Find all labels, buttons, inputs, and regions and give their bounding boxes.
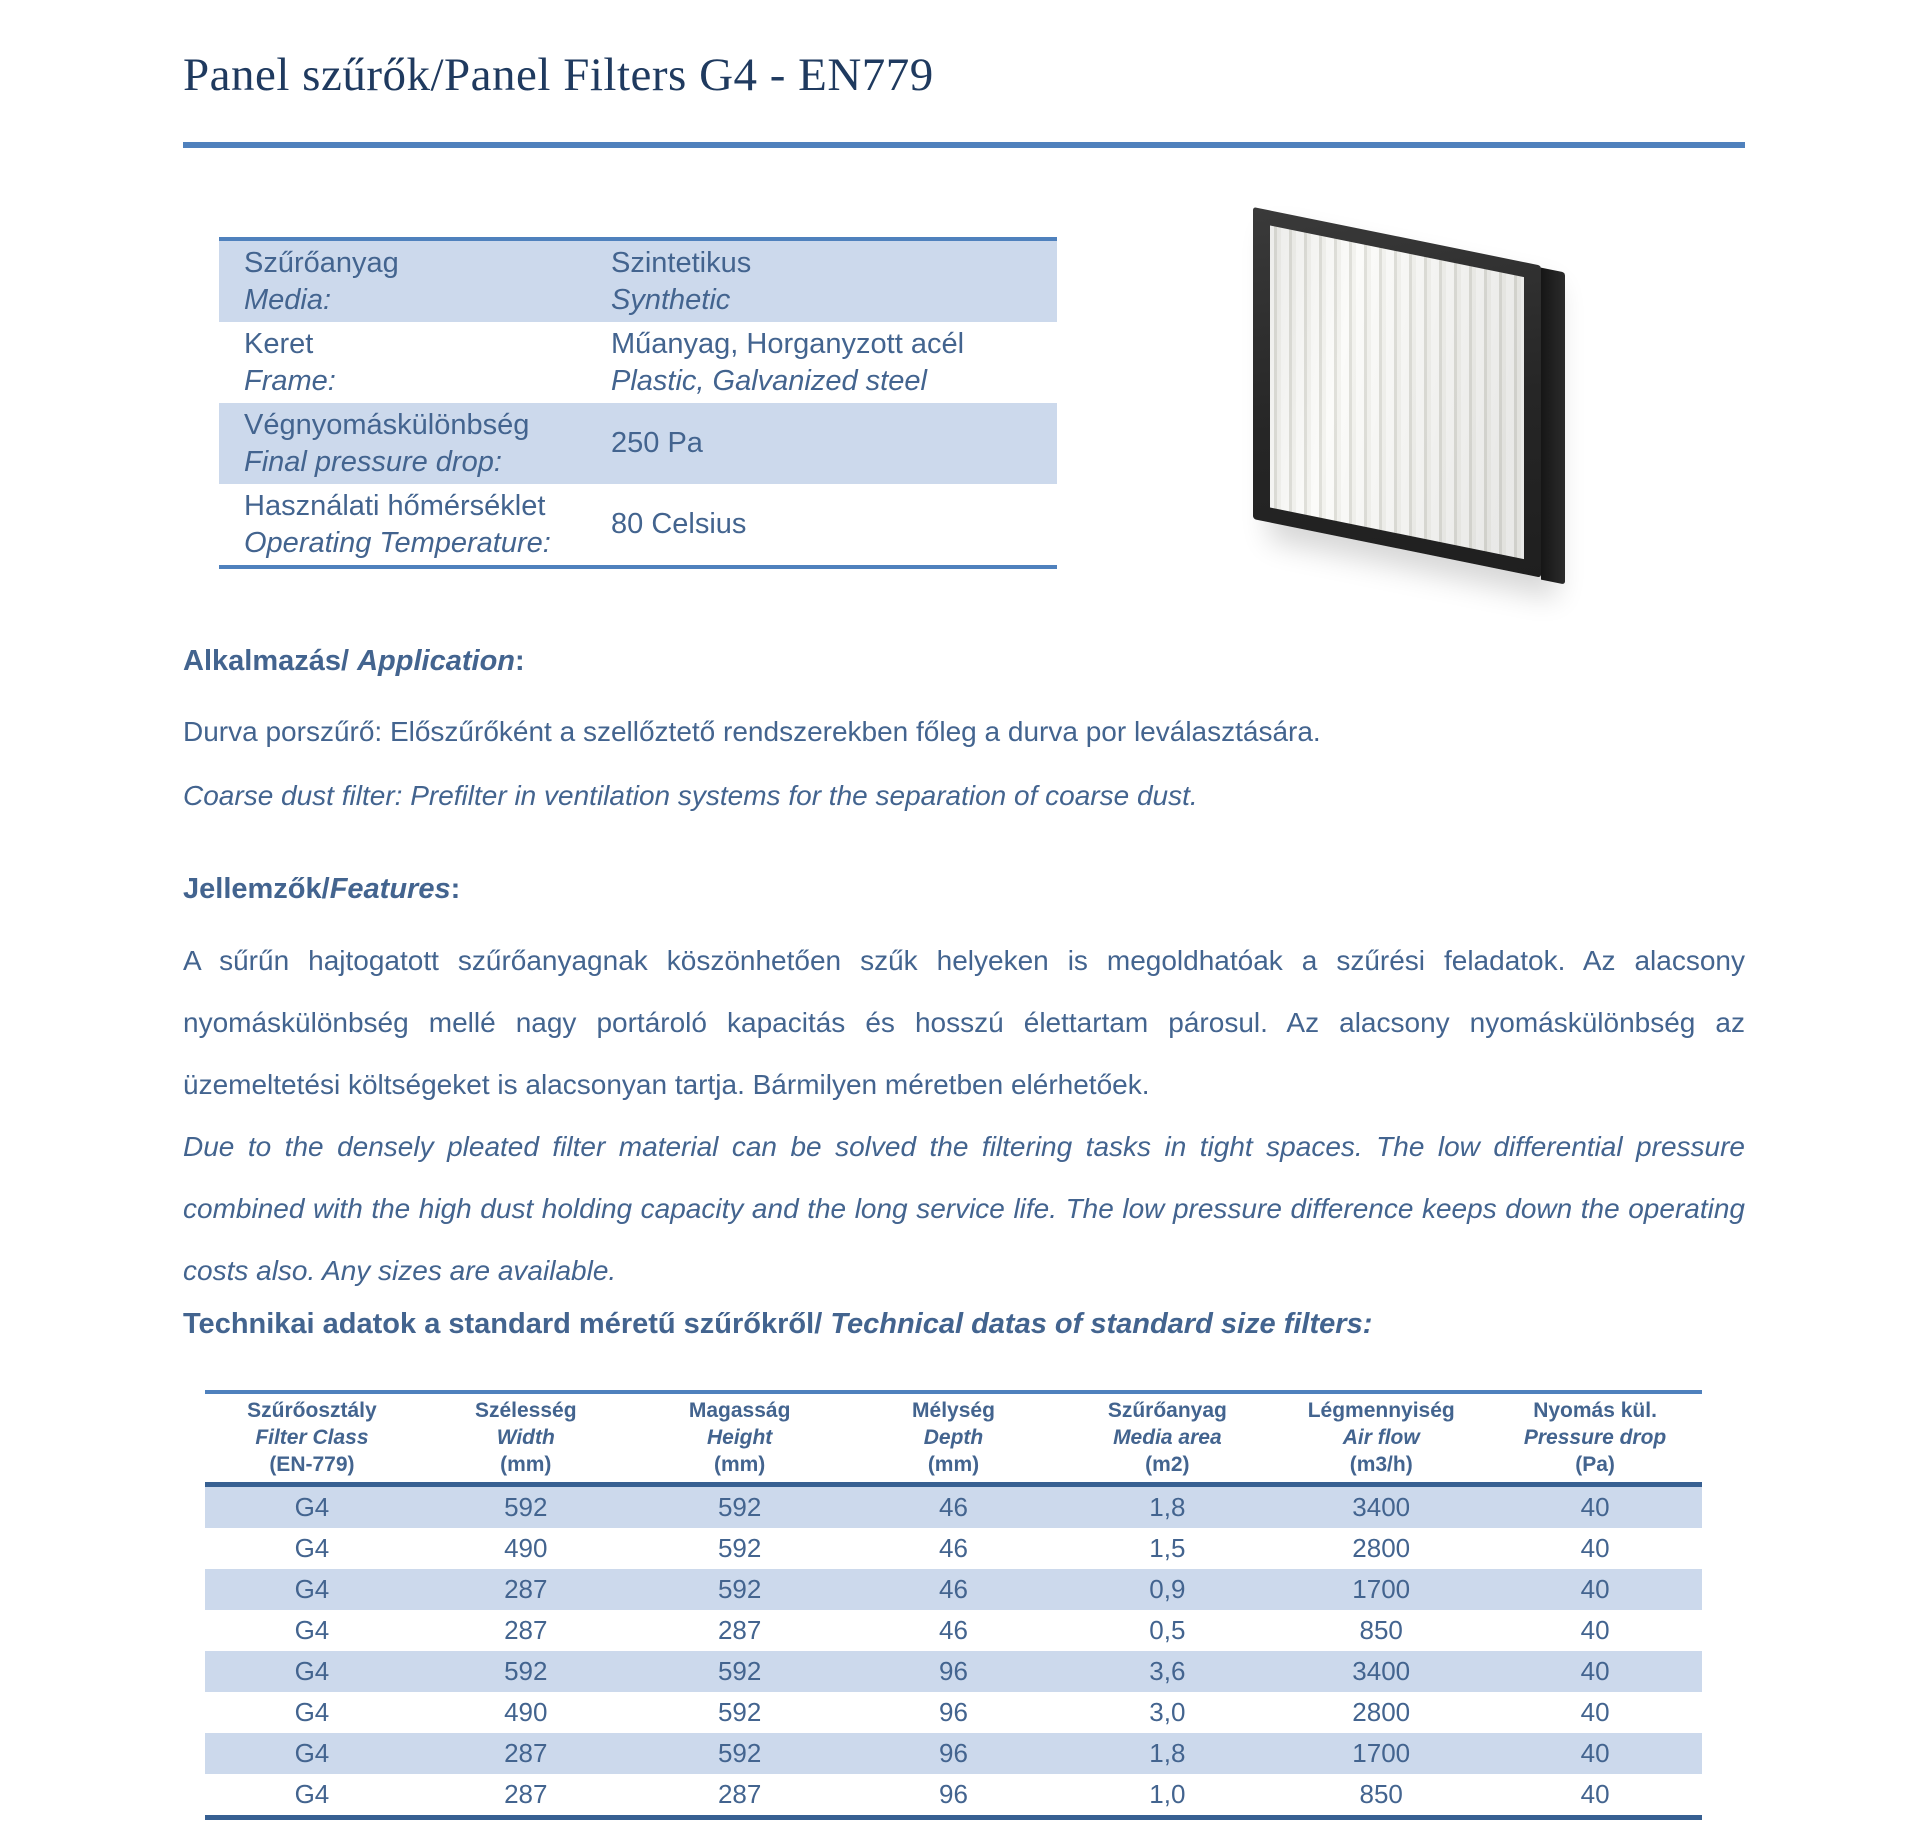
table-row xyxy=(205,1610,1702,1651)
tech-column-unit: (m3/h) xyxy=(1349,1453,1413,1476)
title-underline xyxy=(183,142,1745,148)
tech-body xyxy=(205,1487,1702,1820)
table-cell: 850 xyxy=(1359,1615,1403,1645)
tech-column-en: Media area xyxy=(1113,1426,1222,1449)
table-cell: G4 xyxy=(294,1615,330,1645)
tech-column-en: Pressure drop xyxy=(1523,1426,1667,1449)
filter-frame xyxy=(1253,207,1541,578)
tech-column-hu: Nyomás kül. xyxy=(1533,1399,1657,1422)
technical-heading-en: Technical datas of standard size filters: xyxy=(830,1308,1373,1340)
table-cell: 40 xyxy=(1580,1492,1610,1522)
application-heading xyxy=(183,645,525,678)
property-value xyxy=(611,326,1057,400)
property-label-hu: Használati hőmérséklet xyxy=(244,489,546,522)
tech-column-header xyxy=(1060,1397,1274,1478)
application-heading-colon: : xyxy=(515,645,525,677)
property-row xyxy=(219,484,1057,565)
property-value-en: Synthetic xyxy=(611,283,731,316)
property-value-text: 250 Pa xyxy=(611,427,703,459)
property-value xyxy=(611,506,1057,543)
application-text-en: Coarse dust filter: Prefilter in ventilation systems for the separation of coarse dust. xyxy=(183,780,1198,811)
property-label xyxy=(219,326,611,400)
table-cell: 592 xyxy=(717,1656,762,1686)
table-cell: 40 xyxy=(1580,1779,1610,1809)
table-cell: 1,5 xyxy=(1149,1533,1186,1563)
tech-column-hu: Mélység xyxy=(912,1399,995,1422)
tech-column-hu: Magasság xyxy=(688,1399,791,1422)
table-cell: 0,9 xyxy=(1149,1574,1186,1604)
table-cell: G4 xyxy=(294,1492,330,1522)
table-cell: 40 xyxy=(1580,1656,1610,1686)
tech-header-row xyxy=(205,1394,1702,1487)
property-label-hu: Szűrőanyag xyxy=(244,246,399,279)
table-cell: G4 xyxy=(294,1656,330,1686)
technical-table xyxy=(205,1390,1702,1820)
property-label xyxy=(219,245,611,319)
technical-heading xyxy=(183,1308,1372,1341)
application-heading-en: Application xyxy=(357,645,515,677)
tech-column-hu: Légmennyiség xyxy=(1307,1399,1455,1422)
tech-column-en: Height xyxy=(706,1426,773,1449)
features-heading-hu: Jellemzők/ xyxy=(183,873,330,905)
table-cell: 40 xyxy=(1580,1697,1610,1727)
table-cell: 490 xyxy=(504,1533,548,1563)
table-cell: 40 xyxy=(1580,1533,1610,1563)
property-label xyxy=(219,407,611,481)
table-cell: 2800 xyxy=(1352,1533,1411,1563)
table-cell: G4 xyxy=(294,1574,330,1604)
table-cell: 40 xyxy=(1580,1574,1610,1604)
property-label xyxy=(219,488,611,562)
tech-column-en: Air flow xyxy=(1342,1426,1420,1449)
tech-column-en: Width xyxy=(496,1426,555,1449)
table-cell: 287 xyxy=(504,1779,548,1809)
properties-table xyxy=(219,237,1057,569)
table-cell: 3,0 xyxy=(1149,1697,1186,1727)
table-cell: 3400 xyxy=(1352,1492,1411,1522)
table-cell: 592 xyxy=(717,1574,762,1604)
tech-column-unit: (mm) xyxy=(927,1453,980,1476)
features-text-en: Due to the densely pleated filter material can be solved the filtering tasks in tight spaces. The low differential pressure combined with the high dust holding capacity and the long service life. The low pressure difference keeps down the operating costs also. Any sizes are available. xyxy=(183,1131,1745,1286)
table-cell: 96 xyxy=(939,1656,968,1686)
property-label-en: Frame: xyxy=(244,364,336,397)
application-heading-hu: Alkalmazás/ xyxy=(183,645,358,677)
table-cell: 592 xyxy=(717,1738,762,1768)
table-cell: 287 xyxy=(504,1574,548,1604)
property-value-hu: Műanyag, Horganyzott acél xyxy=(611,327,965,360)
features-heading-colon: : xyxy=(450,873,461,905)
features-body xyxy=(183,930,1745,1302)
property-row xyxy=(219,403,1057,484)
application-text-hu: Durva porszűrő: Előszűrőként a szellőztető rendszerekben főleg a durva por leválasztására. xyxy=(183,716,1321,747)
table-cell: 490 xyxy=(504,1697,548,1727)
table-cell: 96 xyxy=(939,1779,968,1809)
table-cell: 46 xyxy=(939,1533,968,1563)
table-cell: 592 xyxy=(717,1492,762,1522)
table-cell: 46 xyxy=(939,1615,968,1645)
filter-pleats xyxy=(1270,225,1524,559)
technical-heading-hu: Technikai adatok a standard méretű szűrőkről/ xyxy=(183,1308,831,1340)
property-row xyxy=(219,241,1057,322)
table-cell: 1,8 xyxy=(1149,1492,1186,1522)
table-cell: G4 xyxy=(294,1533,330,1563)
tech-column-hu: Szűrőosztály xyxy=(247,1399,377,1422)
features-heading-en: Features xyxy=(329,873,451,905)
table-row xyxy=(205,1774,1702,1815)
table-cell: 592 xyxy=(717,1697,762,1727)
table-cell: 592 xyxy=(504,1492,548,1522)
property-value-en: Plastic, Galvanized steel xyxy=(611,364,927,397)
property-value-hu: Szintetikus xyxy=(611,246,752,279)
features-text-hu: A sűrűn hajtogatott szűrőanyagnak köszönhetően szűk helyeken is megoldhatóak a szűrési feladatok. Az alacsony nyomáskülönbség mellé nagy portároló kapacitás és hosszú élettartam párosul. Az alacsony nyomáskülönbség az üzemeltetési költségeket is alacsonyan tartja. Bármilyen méretben elérhetőek. xyxy=(183,945,1745,1100)
table-cell: 2800 xyxy=(1352,1697,1411,1727)
tech-column-en: Depth xyxy=(923,1426,984,1449)
property-value-text: 80 Celsius xyxy=(611,508,747,540)
table-cell: G4 xyxy=(294,1779,330,1809)
property-label-en: Media: xyxy=(244,283,332,316)
table-cell: 850 xyxy=(1359,1779,1403,1809)
tech-column-header xyxy=(1274,1397,1488,1478)
table-cell: 1,0 xyxy=(1149,1779,1186,1809)
table-cell: G4 xyxy=(294,1697,330,1727)
property-value xyxy=(611,245,1057,319)
table-row xyxy=(205,1733,1702,1774)
table-cell: 40 xyxy=(1580,1615,1610,1645)
property-label-hu: Végnyomáskülönbség xyxy=(244,408,530,441)
table-cell: 1700 xyxy=(1352,1738,1411,1768)
tech-column-hu: Szélesség xyxy=(474,1399,577,1422)
tech-column-header xyxy=(633,1397,847,1478)
tech-column-en: Filter Class xyxy=(255,1426,369,1449)
tech-column-unit: (m2) xyxy=(1145,1453,1190,1476)
table-cell: 3,6 xyxy=(1149,1656,1186,1686)
table-cell: 592 xyxy=(717,1533,762,1563)
table-cell: 46 xyxy=(939,1492,968,1522)
table-cell: 287 xyxy=(504,1738,548,1768)
table-cell: 46 xyxy=(939,1574,968,1604)
property-label-hu: Keret xyxy=(244,327,314,360)
table-row xyxy=(205,1528,1702,1569)
property-value xyxy=(611,425,1057,462)
tech-column-unit: (mm) xyxy=(500,1453,552,1476)
table-cell: 592 xyxy=(504,1656,548,1686)
tech-column-header xyxy=(419,1397,633,1478)
table-cell: G4 xyxy=(294,1738,330,1768)
page-title: Panel szűrők/Panel Filters G4 - EN779 xyxy=(183,49,934,101)
table-row xyxy=(205,1651,1702,1692)
table-row xyxy=(205,1569,1702,1610)
table-cell: 3400 xyxy=(1352,1656,1411,1686)
table-cell: 40 xyxy=(1580,1738,1610,1768)
tech-column-unit: (Pa) xyxy=(1575,1453,1615,1476)
tech-column-header xyxy=(205,1397,419,1478)
tech-column-header xyxy=(847,1397,1061,1478)
filter-side-face xyxy=(1541,268,1565,585)
table-row xyxy=(205,1487,1702,1528)
table-cell: 96 xyxy=(939,1738,968,1768)
table-cell: 287 xyxy=(717,1615,762,1645)
tech-column-unit: (mm) xyxy=(713,1453,766,1476)
property-label-en: Final pressure drop: xyxy=(244,445,502,478)
features-heading xyxy=(183,873,460,906)
table-cell: 1700 xyxy=(1352,1574,1411,1604)
tech-column-hu: Szűrőanyag xyxy=(1107,1399,1227,1422)
product-photo xyxy=(1253,207,1571,587)
property-label-en: Operating Temperature: xyxy=(244,526,551,559)
tech-column-header xyxy=(1488,1397,1702,1478)
properties-rows xyxy=(219,241,1057,565)
table-cell: 287 xyxy=(504,1615,548,1645)
tech-column-unit: (EN-779) xyxy=(269,1453,355,1476)
table-row xyxy=(205,1692,1702,1733)
table-cell: 1,8 xyxy=(1149,1738,1186,1768)
table-cell: 96 xyxy=(939,1697,968,1727)
table-cell: 0,5 xyxy=(1149,1615,1186,1645)
table-cell: 287 xyxy=(717,1779,762,1809)
property-row xyxy=(219,322,1057,403)
